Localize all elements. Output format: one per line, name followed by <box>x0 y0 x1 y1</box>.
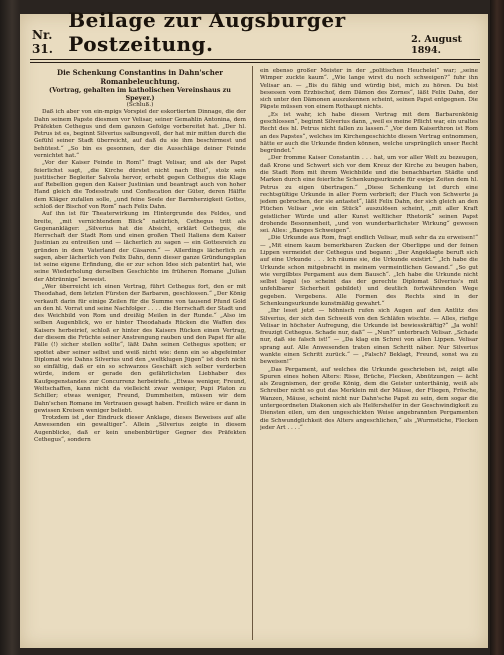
paragraph: Daß ich aber von ein-mpigs Vorspiel der eskortierten Dinnage, die der Dahn seinem Papste diesmen vor Velisar, seiner Gemahlin Antonina, dem Präfekten Cethegus und dem ganzen Gefolge vorbereitet hat. „Der hl. Petrus ist es, beginnt Silverius salbungsvoll, der hat mir mitten durch die Gefühl seiner Stadt überreicht, auf daß du sie ihm beschirmest und behütest.“ „So bin es gesonnen, der die Ausschläge deiner Feinde vernichtet hat.“ <box>34 109 246 159</box>
paragraph: Auf ihn ist für Theaterwirkung im Hintergrunde des Feldes, und breite, „mit vernichtendem Blick“ natürlich, Cethegus tritt als Gegenankläger: „Silverius hat die Absicht, erklärt Cethegus, die Herrschaft der Stadt Rom und einen großen Theil Italiens dem Kaiser Justinian zu entreißen und — lächerlich zu sagen — ein Gottesreich zu gründen in dem Vaterland der Cäsaren.“ — Allerdings lächerlich zu sagen, aber lächerlich von Felix Dahn, denn dieser ganze Gründungsplan ist seine eigene Erfindung, die er zur schon Idee sich patentirt hat, wie seine Wiederholung derselben Geschichte im früheren Romane „Julian der Abtrünnige“ beweist. <box>34 211 246 283</box>
header-rule <box>30 59 480 63</box>
paragraph: Trotzdem ist „der Eindruck dieser Anklage, dieses Beweises auf alle Anwesenden ein gewaltiger“. Allein „Silverius zeigte in diesem Augenblicke, daß er kein unebenbürtiger Gegner des Präfekten Cethegus“, sondern <box>34 415 246 443</box>
issue-number: Nr. 31. <box>32 28 53 56</box>
paragraph: „Ihr leset jetzt — höhnisch rufen sich Augen auf den Antlitz des Silverius, der sich den Schweiß von den Schläfen wischte. — Alles, riefige Velisar in höchster Aufregung, die Urkunde ist bewiesskräftig?“ „Ja wohl! freuzigt Cethegus. Schade nur, daß“ — „Nun?“ unterbrach Velisar. „Schade nur, daß sie falsch ist!“ — „Da klag ein Schrei von allen Lippen. Velisar sprang auf. Alle Anwesenden traten einen Schritt näher. Nur Silverius wankte einen Schritt zurück.“ — „Falsch? Beklagt, Freund, sonst wa zu beweisen!“ <box>260 308 478 366</box>
paragraph: „Es ist wahr, ich habe diesen Vertrag mit dem Barbarenkönig geschlossen“, beginnt Silverius dann, „weil es meine Pflicht war, ein uraltes Recht des hl. Petrus nicht fallen zu lassen.“ „Vor dem Kaiserthron ist Rom an des Papstes“, welches im Kirchengeschichte diesen Vertrag entnommen, hätte er auch die Urkunde finden können, welche ursprünglich unser Recht begründet.“ <box>260 111 478 155</box>
paragraph: „Wer überreicht ich einen Vertrag, führt Cethegus fort, den er mit Theodahad, dem letzten Fürsten der Barbaren, geschlossen.“ „Der König verkauft darin für einige Zeilen für die Summe von tausend Pfund Gold an den hl. Vorrat und seine Nachfolger . . . . die Herrschaft der Stadt und des Weichbild von Rom und dreißig Meilen in der Runde.“ „Also im selben Augenblick, wo er hinter Theodahads Rücken die Waffen des Kaisers herbeirief, schloß er hinter des Kaisers Rücken einen Vertrag, der diesem die Früchte seiner Anstrengung rauben und den Papst für alle Fälle (!) sicher stellen sollte“, läßt Dahn seinen Cethegus spotten; er spottet aber seiner selbst und weiß nicht wie: denn ein so abgefeimter Diplomat wie Dahns Silverius und den „weltklugen Jügen“ ist doch nicht so einfältig, daß er ein so schwarzes Geschäft sich selber verderben würde, indem er gerade den gefährlichsten Liebhaber des Kaufgegenstandes zur Concurrenz herbeiriefe. „Etwas weniger, Freund, Weltschaffen, kann nicht da vielleicht zwar weniger, Pupi Platon zu Schiller; etwas weniger, Freund, Dummheiten, müssen wir dem Dahn'schen Romane im Vertrauen gesagt haben. Freilich wäre er dann in gewissen Kreisen weniger beliebt. <box>34 284 246 414</box>
masthead-title: Beilage zur Augsburger Postzeitung. <box>68 8 346 56</box>
left-column <box>34 68 246 642</box>
page-header <box>32 8 478 56</box>
paragraph: „Der fromme Kaiser Constantin . . . hat, um vor aller Welt zu bezeugen, daß Krone und Schwert sich vor dem Kreuz der Kirche zu beugen haben, die Stadt Rom mit ihrem Weichbilde und die benachbarten Städte und Marken durch eine feierliche Schenkungsurkunde für ewige Zeiten dem hl. Petrus zu eigen übertragen.“ „Diese Schenkung ist durch eine rechtsgültige Urkunde in aller Form verbrieft; der Fluch von Schwerte ja jedem gebrochen, der sie antastet“, läßt Felix Dahn, der sich gleich an den Flüchen Velisar „wie ein Stück“ auszulösen scheint, „mit aller Kraft geistlicher Würde und aller Kunst weltlicher Rhetorik“ seinen Papst drohende Besonnenheit, „und von wunderbarlichster Wirkung“ gewesen sei. Alles: „Banges Schweigen“. <box>260 155 478 235</box>
newspaper-page <box>20 8 488 648</box>
paragraph: „Vor der Kaiser Feinde in Rom!“ fragt Velisar, und als der Papst feierlichst sagt, „die Kirche dürstet nicht nach Blut“, stolz sein justitischer Begleiter Salvola hervor, erhebt gegen Cethegus die Klage auf Rebellion gegen den Kaiser Justinian und beantragt auch von hoher Hand gleich die Todesstrafe und Confiscation der Güter, deren Hälfte dem Kläger zufallen solle, „und feine Seele der Barmherzigkeit Gottes, schloß der Bischof von Rom“ nach Felix Dahn. <box>34 160 246 210</box>
paragraph: ein ebenso großer Meister in der „politischen Heuchelei“ war; „seine Wimper zuckte kaum“. „Wie lange wirst du noch schweigen?“ fuhr ihn Velisar an. — „Bis du fähig und würdig bist, mich zu hören. Du bist besessen vom Erzbischof, dem Dämon des Zornes“, läßt Felix Dahn, der sich unter den Dämonen auszukennen scheint, seinen Papst entgegnen. Die Päpste müssen von einem Rothaupt nichts. <box>260 68 478 111</box>
article-note: (Schluß.) <box>126 102 154 108</box>
issue-date: 2. August 1894. <box>411 34 462 56</box>
article-subtitle: (Vortrag, gehalten im katholischen Vereinshaus zu Speyer.) <box>49 86 231 102</box>
column-divider <box>252 66 253 640</box>
book-binding-edge <box>490 0 504 655</box>
right-column <box>260 68 478 642</box>
paragraph: „Das Pergament, auf welches die Urkunde geschrieben ist, zeigt alle Spuren eines hohen Alters: Risse, Brüche, Flecken, Abnützungen — ächt als Zeugnismen, der große König, dem die Geister unterthänig, weiß als Schreiber nicht so gut das Merklein mit der Mäuse, der Fliegen, Frösche, Wanzen, Mäuse, scheint nicht nur Dahn'sche Papst zu sein, dem sogar die untergeordneten Diakonen sich als Helfershelfer in der Geschwindigkeit zu Diensten eilen, um den ungeschickten Weise angebrannten Pergamenten die Schwundglichkeit des Alters angeschlichen,“ als „Wurmstiche, Flecken jeder Art . . . .“ <box>260 366 478 431</box>
article-title: Die Schenkung Constantins in Dahn'scher Romanbeleuchtung. <box>57 68 223 86</box>
book-spine <box>0 0 20 655</box>
paragraph: „Die Urkunde aus Rom, fragt endlich Velisar, muß sehr da zu erweisen!“ — „Mit einem kaum bemerkbaren Zucken der Oberlippe und der feinen Lippen vermeidet der Cethegus und begann: „Der Angeklagte beruft sich auf eine Urkunde . . . Ich räume sie, die Urkunde existirt.“ „Ich habe die Urkunde schon mitgebracht in meinem vermeintlichen Gewand.“ „So gut wie vergilbtes Pergament aus dem Bausch“. „Ich habe die Urkunde nicht selbst legal (so scheint das der gerechte Diplomat Silverius's mit unfehlbarer Sicherheit gebildet) und deutlich fortwährenden Wege gegeben. Vergebens. Alle Formen des Rechts sind in der Schenkungsurkunde kunstmäßig gewahrt.“ <box>260 235 478 307</box>
